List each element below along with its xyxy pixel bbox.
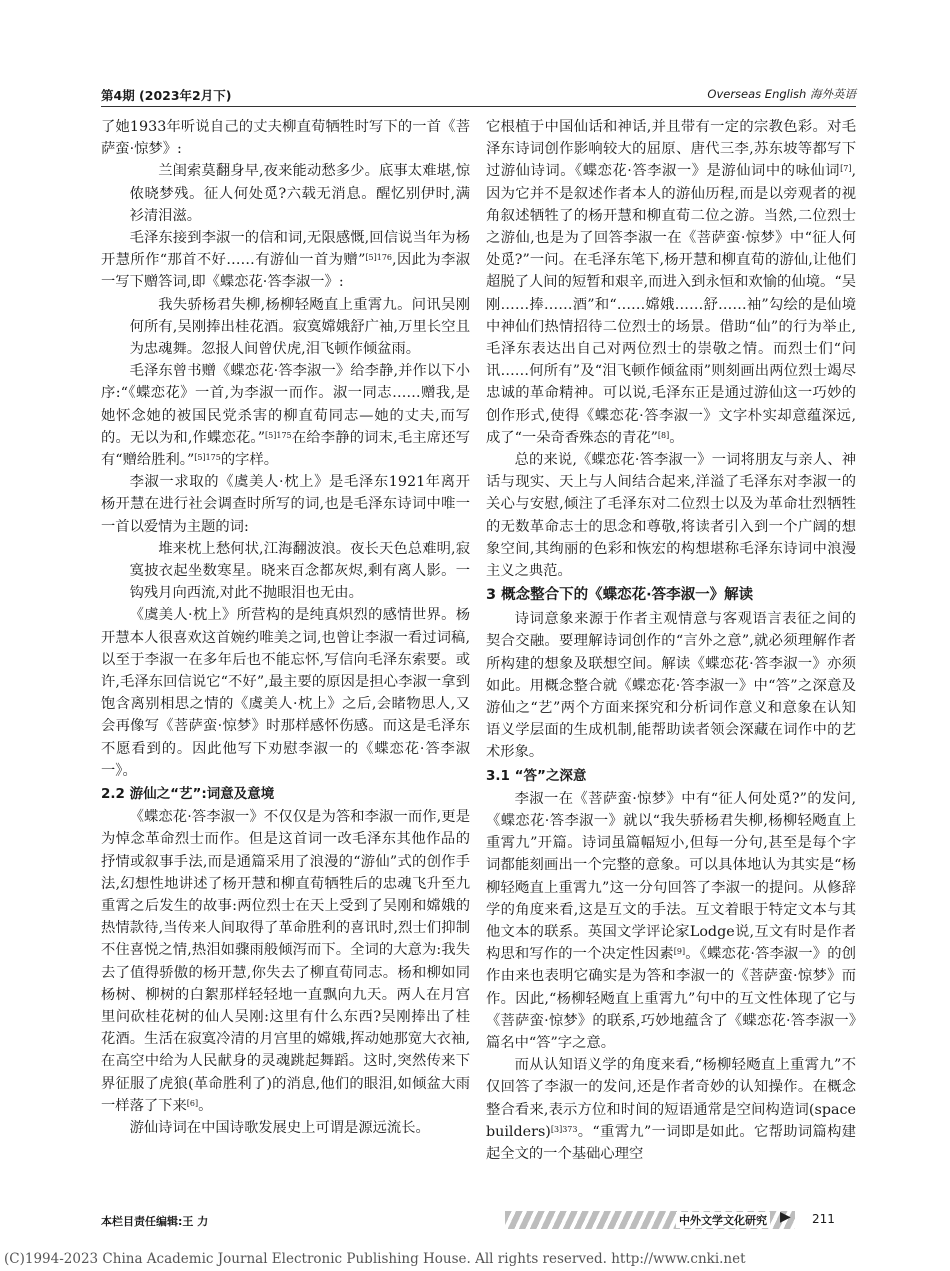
page-number: 211	[812, 1212, 835, 1226]
column-editor: 本栏目责任编辑:王 力	[101, 1215, 209, 1228]
copyright-notice: (C)1994-2023 China Academic Journal Electronic Publishing House. All rights reserved. http://www.cnki.net	[4, 1251, 746, 1267]
poem-quote: 兰闺索莫翻身早,夜来能动愁多少。底事太难堪,惊侬晓梦残。征人何处觅?六载无消息。醒忆别伊时,满衫清泪滋。	[129, 163, 470, 224]
body-paragraph: 诗词意象来源于作者主观情意与客观语言表征之间的契合交融。要理解诗词创作的“言外之意”,就必须理解作者所构建的想象及联想空间。解读《蝶恋花·答李淑一》亦须如此。用概念整合就《蝶恋花·答李淑一》中“答”之深意及游仙之“艺”两个方面来探究和分析词作意义和意象在认知语义学层面的生成机制,能帮助读者领会深藏在词作中的艺术形象。	[486, 611, 856, 761]
issue-label: 第4期 (2023年2月下)	[101, 88, 232, 103]
left-column	[101, 116, 470, 1139]
section-heading: 3 概念整合下的《蝶恋花·答李淑一》解读	[486, 587, 754, 604]
body-paragraph: 游仙诗词在中国诗歌发展史上可谓是源远流长。	[129, 1119, 430, 1136]
section-heading: 3.1 “答”之深意	[486, 767, 587, 784]
body-paragraph: 李淑一求取的《虞美人·枕上》是毛泽东1921年离开杨开慧在进行社会调查时所写的词,也是毛泽东诗词中唯一一首以爱情为主题的词:	[101, 474, 470, 535]
footer-journal-name: 中外文学文化研究	[676, 1212, 770, 1228]
right-column	[486, 116, 856, 1165]
body-paragraph: 了她1933年听说自己的丈夫柳直荀牺牲时写下的一首《菩萨蛮·惊梦》:	[101, 119, 470, 158]
journal-title: Overseas English 海外英语	[707, 87, 856, 101]
section-heading: 2.2 游仙之“艺”:词意及意境	[101, 786, 275, 803]
body-paragraph: 《蝶恋花·答李淑一》不仅仅是为答和李淑一而作,更是为悼念革命烈士而作。但是这首词一改毛泽东其他作品的抒情或叙事手法,而是通篇采用了浪漫的“游仙”式的创作手法,幻想性地讲述了杨开慧和柳直荀牺牲后的忠魂飞升至九重霄之后发生的故事:两位烈士在天上受到了吴刚和嫦娥的热情款待,当传来人间取得了革命胜利的喜讯时,烈士们抑制不住喜悦之情,热泪如骤雨般倾泻而下。全词的大意为:我失去了值得骄傲的杨开慧,你失去了柳直荀同志。杨和柳如同杨树、柳树的白絮那样轻轻地一直飘向九天。两人在月宫里问砍桂花树的仙人吴刚:这里有什么东西?吴刚捧出了桂花酒。生活在寂寞冷清的月宫里的嫦娥,挥动她那宽大衣袖,在高空中给为人民献身的灵魂跳起舞蹈。这时,突然传来下界征服了虎狼(革命胜利了)的消息,他们的眼泪,如倾盆大雨一样落了下来[6]。	[101, 809, 470, 1114]
body-paragraph: 它根植于中国仙话和神话,并且带有一定的宗教色彩。对毛泽东诗词创作影响较大的屈原、唐代三李,苏东坡等都写下过游仙诗词。《蝶恋花·答李淑一》是游仙词中的咏仙词[7],因为它并不是叙述作者本人的游仙历程,而是以旁观者的视角叙述牺牲了的杨开慧和柳直荀二位之游。当然,二位烈士之游仙,也是为了回答李淑一在《菩萨蛮·惊梦》中“征人何处觅?”一问。在毛泽东笔下,杨开慧和柳直荀的游仙,让他们超脱了人间的短暂和艰辛,而进入到永恒和欢愉的仙境。“吴刚……捧……酒”和“……嫦娥……舒……袖”勾绘的是仙境中神仙们热情招待二位烈士的场景。借助“仙”的行为举止,毛泽东表达出自己对两位烈士的崇敬之情。而烈士们“问讯……何所有”及“泪飞顿作倾盆雨”则刻画出两位烈士竭尽忠诚的革命精神。可以说,毛泽东正是通过游仙这一巧妙的创作形式,使得《蝶恋花·答李淑一》文字朴实却意蕴深远,成了“一朵奇香殊态的青花”[8]。	[486, 119, 856, 446]
header-divider	[101, 106, 856, 107]
body-paragraph: 《虞美人·枕上》所营构的是纯真炽烈的感情世界。杨开慧本人很喜欢这首婉约唯美之词,也曾让李淑一看过词稿,以至于李淑一在多年后也不能忘怀,写信向毛泽东索要。或许,毛泽东回信说它“不好”,最主要的原因是担心李淑一拿到饱含离别相思之情的《虞美人·枕上》之后,会睹物思人,又会再像写《菩萨蛮·惊梦》时那样感怀伤感。而这是毛泽东不愿看到的。因此他写下劝慰李淑一的《蝶恋花·答李淑一》。	[101, 607, 470, 779]
body-paragraph: 总的来说,《蝶恋花·答李淑一》一词将朋友与亲人、神话与现实、天上与人间结合起来,洋溢了毛泽东对李淑一的关心与安慰,倾注了毛泽东对二位烈士以及为革命壮烈牺牲的无数革命志士的思念和尊敬,将读者引入到一个广阔的想象空间,其绚丽的色彩和恢宏的构想堪称毛泽东诗词中浪漫主义之典范。	[486, 452, 856, 580]
body-paragraph: 毛泽东曾书赠《蝶恋花·答李淑一》给李静,并作以下小序:“《蝶恋花》一首,为李淑一而作。淑一同志……赠我,是她怀念她的被国民党杀害的柳直荀同志—她的丈夫,而写的。无以为和,作蝶恋花。”$^{[5]175}$在给李静的词末,毛主席还写有“赠给胜利。”$^{[5]175}$的字样。	[101, 363, 471, 469]
body-paragraph: 而从认知语义学的角度来看,“杨柳轻飏直上重霄九”不仅回答了李淑一的发问,还是作者奇妙的认知操作。在概念整合看来,表示方位和时间的短语通常是空间构造词(space builders)$^{[3]373}$。“重霄九”一词即是如此。它帮助词篇构建起全文的一个基础心理空	[486, 1057, 856, 1162]
body-paragraph: 李淑一在《菩萨蛮·惊梦》中有“征人何处觅?”的发问,《蝶恋花·答李淑一》就以“我失骄杨君失柳,杨柳轻飏直上重霄九”开篇。诗词虽篇幅短小,但每一分句,甚至是每个字词都能刻画出一个完整的意象。可以具体地认为其实是“杨柳轻飏直上重霄九”这一分句回答了李淑一的提问。从修辞学的角度来看,这是互文的手法。互文着眼于特定文本与其他文本的联系。英国文学评论家Lodge说,互文有时是作者构思和写作的一个决定性因素[9]。《蝶恋花·答李淑一》的创作由来也表明它确实是为答和李淑一的《菩萨蛮·惊梦》而作。因此,“杨柳轻飏直上重霄九”句中的互文性体现了它与《菩萨蛮·惊梦》的联系,巧妙地蕴含了《蝶恋花·答李淑一》篇名中“答”字之意。	[486, 790, 856, 1051]
chevron-right-icon: ▶	[780, 1209, 791, 1225]
poem-quote: 我失骄杨君失柳,杨柳轻飏直上重霄九。问讯吴刚何所有,吴刚捧出桂花酒。寂寞嫦娥舒广袖,万里长空且为忠魂舞。忽报人间曾伏虎,泪飞顿作倾盆雨。	[129, 296, 470, 358]
body-paragraph: 毛泽东接到李淑一的信和词,无限感慨,回信说当年为杨开慧所作“那首不好……有游仙一首为赠”$^{[5]176}$,因此为李淑一写下赠答词,即《蝶恋花·答李淑一》:	[101, 230, 471, 291]
poem-quote: 堆来枕上愁何状,江海翻波浪。夜长天色总难明,寂寞披衣起坐数寒星。晓来百念都灰烬,剩有离人影。一钩残月向西流,对此不抛眼泪也无由。	[129, 540, 470, 602]
